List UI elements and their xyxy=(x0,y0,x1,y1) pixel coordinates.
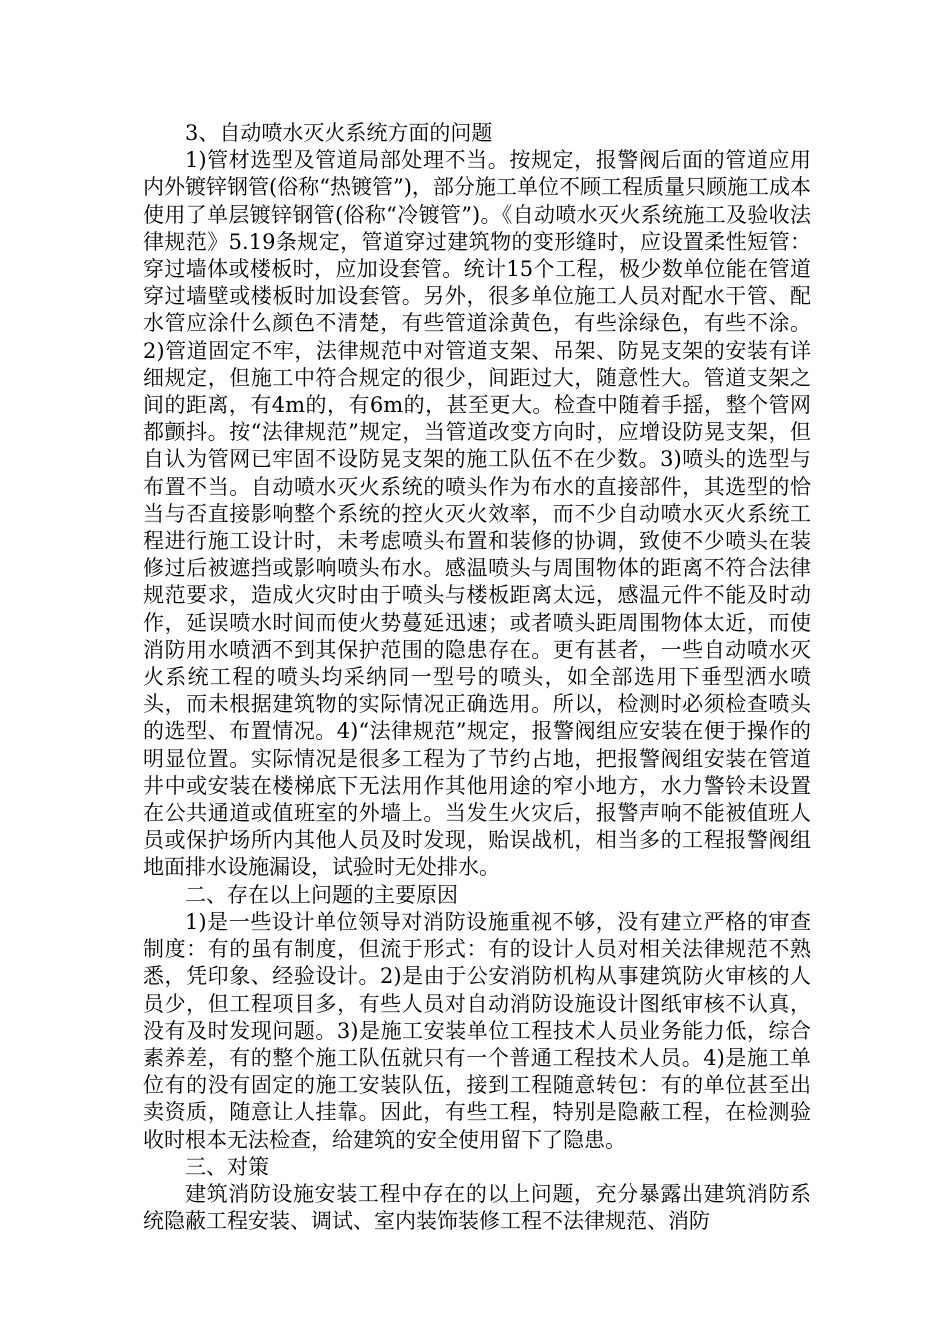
section-heading-sprinkler-issues: 3、自动喷水灭火系统方面的问题 xyxy=(185,121,493,145)
document-body xyxy=(143,120,811,1235)
paragraph-countermeasures: 建筑消防设施安装工程中存在的以上问题，充分暴露出建筑消防系统隐蔽工程安装、调试、室内装饰装修工程不法律规范、消防 xyxy=(143,1181,811,1234)
paragraph-main-causes: 1)是一些设计单位领导对消防设施重视不够，没有建立严格的审查制度：有的虽有制度，但流于形式：有的设计人员对相关法律规范不熟悉，凭印象、经验设计。2)是由于公安消防机构从事建筑防火审核的人员少，但工程项目多，有些人员对自动消防设施设计图纸审核不认真，没有及时发现问题。3)是施工安装单位工程技术人员业务能力低，综合素养差，有的整个施工队伍就只有一个普通工程技术人员。4)是施工单位有的没有固定的施工安装队伍，接到工程随意转包：有的单位甚至出卖资质，随意让人挂靠。因此，有些工程，特别是隐蔽工程，在检测验收时根本无法检查，给建筑的安全使用留下了隐患。 xyxy=(143,909,811,1152)
section-heading-countermeasures: 三、对策 xyxy=(185,1154,269,1179)
paragraph-sprinkler-issues: 1)管材选型及管道局部处理不当。按规定，报警阀后面的管道应用内外镀锌钢管(俗称“热镀管”)，部分施工单位不顾工程质量只顾施工成本使用了单层镀锌钢管(俗称“冷镀管”)。《自动喷水灭火系统施工及验收法律规范》5.19条规定，管道穿过建筑物的变形缝时，应设置柔性短管：穿过墙体或楼板时，应加设套管。统计15个工程，极少数单位能在管道穿过墙壁或楼板时加设套管。另外，很多单位施工人员对配水干管、配水管应涂什么颜色不清楚，有些管道涂黄色，有些涂绿色，有些不涂。2)管道固定不牢，法律规范中对管道支架、吊架、防晃支架的安装有详细规定，但施工中符合规定的很少，间距过大，随意性大。管道支架之间的距离，有4m的，有6m的，甚至更大。检查中随着手摇，整个管网都颤抖。按“法律规范”规定，当管道改变方向时，应增设防晃支架，但自认为管网已牢固不设防晃支架的施工队伍不在少数。3)喷头的选型与布置不当。自动喷水灭火系统的喷头作为布水的直接部件，其选型的恰当与否直接影响整个系统的控火灭火效率，而不少自动喷水灭火系统工程进行施工设计时，未考虑喷头布置和装修的协调，致使不少喷头在装修过后被遮挡或影响喷头布水。感温喷头与周围物体的距离不符合法律规范要求，造成火灾时由于喷头与楼板距离太远，感温元件不能及时动作，延误喷水时间而使火势蔓延迅速；或者喷头距周围物体太近，而使消防用水喷洒不到其保护范围的隐患存在。更有甚者，一些自动喷水灭火系统工程的喷头均采纳同一型号的喷头，如全部选用下垂型洒水喷头，而未根据建筑物的实际情况正确选用。所以，检测时必须检查喷头的选型、布置情况。4)“法律规范”规定，报警阀组应安装在便于操作的明显位置。实际情况是很多工程为了节约占地，把报警阀组安装在管道井中或安装在楼梯底下无法用作其他用途的窄小地方，水力警铃未设置在公共通道或值班室的外墙上。当发生火灾后，报警声响不能被值班人员或保护场所内其他人员及时发现，贻误战机，相当多的工程报警阀组地面排水设施漏设，试验时无处排水。 xyxy=(143,148,811,880)
section-heading-main-causes: 二、存在以上问题的主要原因 xyxy=(185,882,458,907)
